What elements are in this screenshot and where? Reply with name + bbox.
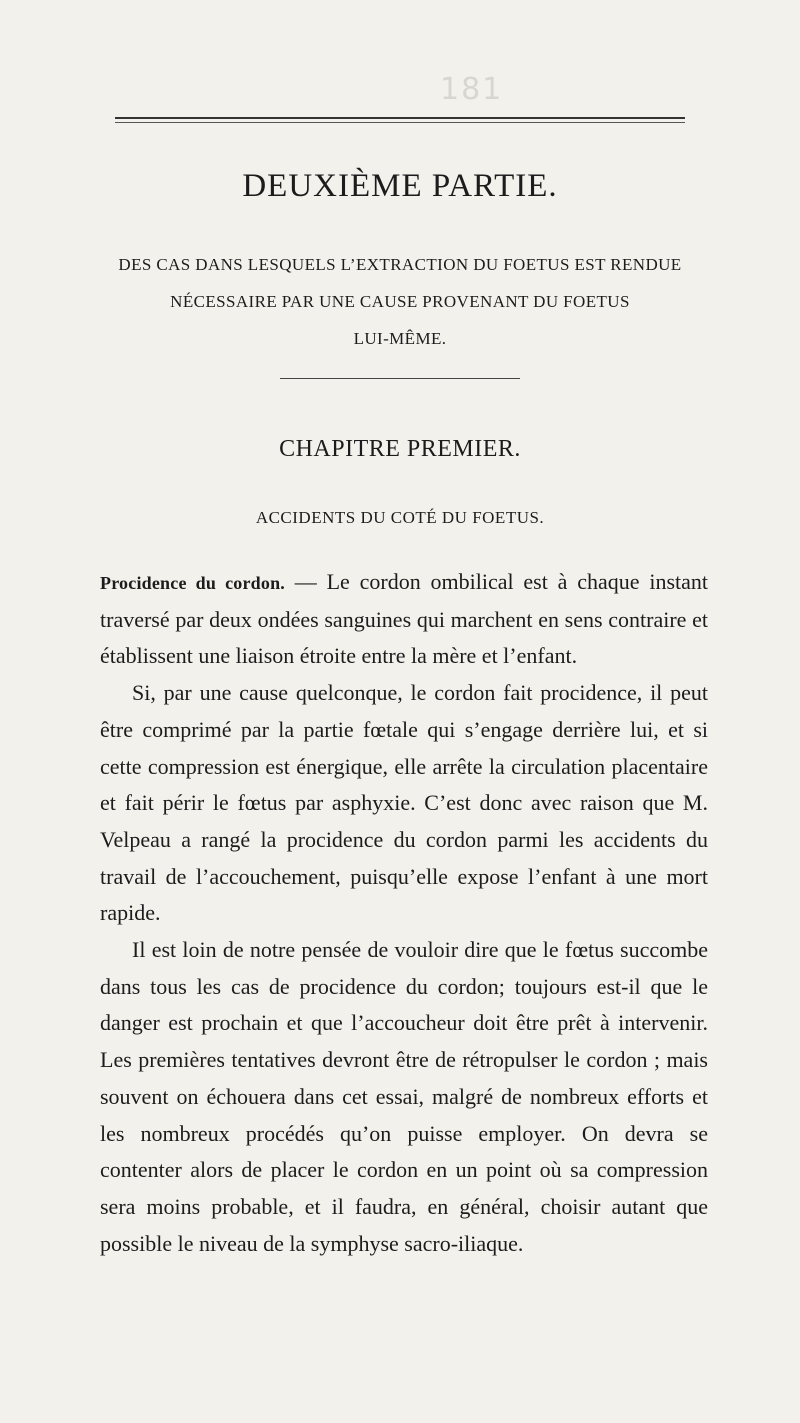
chapter-title: CHAPITRE PREMIER. bbox=[279, 436, 521, 462]
section-divider bbox=[280, 378, 520, 379]
subtitle-line-3: LUI-MÊME. bbox=[353, 329, 447, 348]
subtitle-line-1: DES CAS DANS LESQUELS L’EXTRACTION DU FOETUS EST RENDUE bbox=[118, 255, 682, 274]
section-heading: ACCIDENTS DU COTÉ DU FOETUS. bbox=[255, 508, 545, 527]
part-subtitle bbox=[60, 246, 740, 357]
paragraph-2: Si, par une cause quelconque, le cordon fait procidence, il peut être comprimé par la partie fœtale qui s’engage derrière lui, et si cette compression est énergique, elle arrête la circulation placentaire et fait périr le fœtus par asphyxie. C’est donc avec raison que M. Velpeau a rangé la procidence du cordon parmi les accidents du travail de l’accouchement, puisqu’elle expose l’enfant à une mort rapide. bbox=[100, 680, 708, 926]
subtitle-line-2: NÉCESSAIRE PAR UNE CAUSE PROVENANT DU FOETUS bbox=[170, 292, 630, 311]
paragraph-1-text: — Le cordon ombilical est à chaque instant traversé par deux ondées sanguines qui marchent en sens contraire et établissent une liaison étroite entre la mère et l’enfant. bbox=[100, 569, 708, 669]
header-rule-thick bbox=[115, 117, 685, 119]
part-title: DEUXIÈME PARTIE. bbox=[242, 168, 558, 204]
header-rule-thin bbox=[115, 122, 685, 123]
paragraph-1 bbox=[100, 564, 708, 675]
run-in-heading: Procidence du cordon. bbox=[100, 573, 285, 593]
pencil-page-number: 181 bbox=[440, 72, 504, 107]
body-text bbox=[100, 564, 708, 1262]
paragraph-3: Il est loin de notre pensée de vouloir dire que le fœtus succombe dans tous les cas de procidence du cordon; toujours est-il que le danger est prochain et que l’accoucheur doit être prêt à intervenir. Les premières tentatives devront être de rétropulser le cordon ; mais souvent on échouera dans cet essai, malgré de nombreux efforts et les nombreux procédés qu’on puisse employer. On devra se contenter alors de placer le cordon en un point où sa compression sera moins probable, et il faudra, en général, choisir autant que possible le niveau de la symphyse sacro-iliaque. bbox=[100, 937, 708, 1256]
